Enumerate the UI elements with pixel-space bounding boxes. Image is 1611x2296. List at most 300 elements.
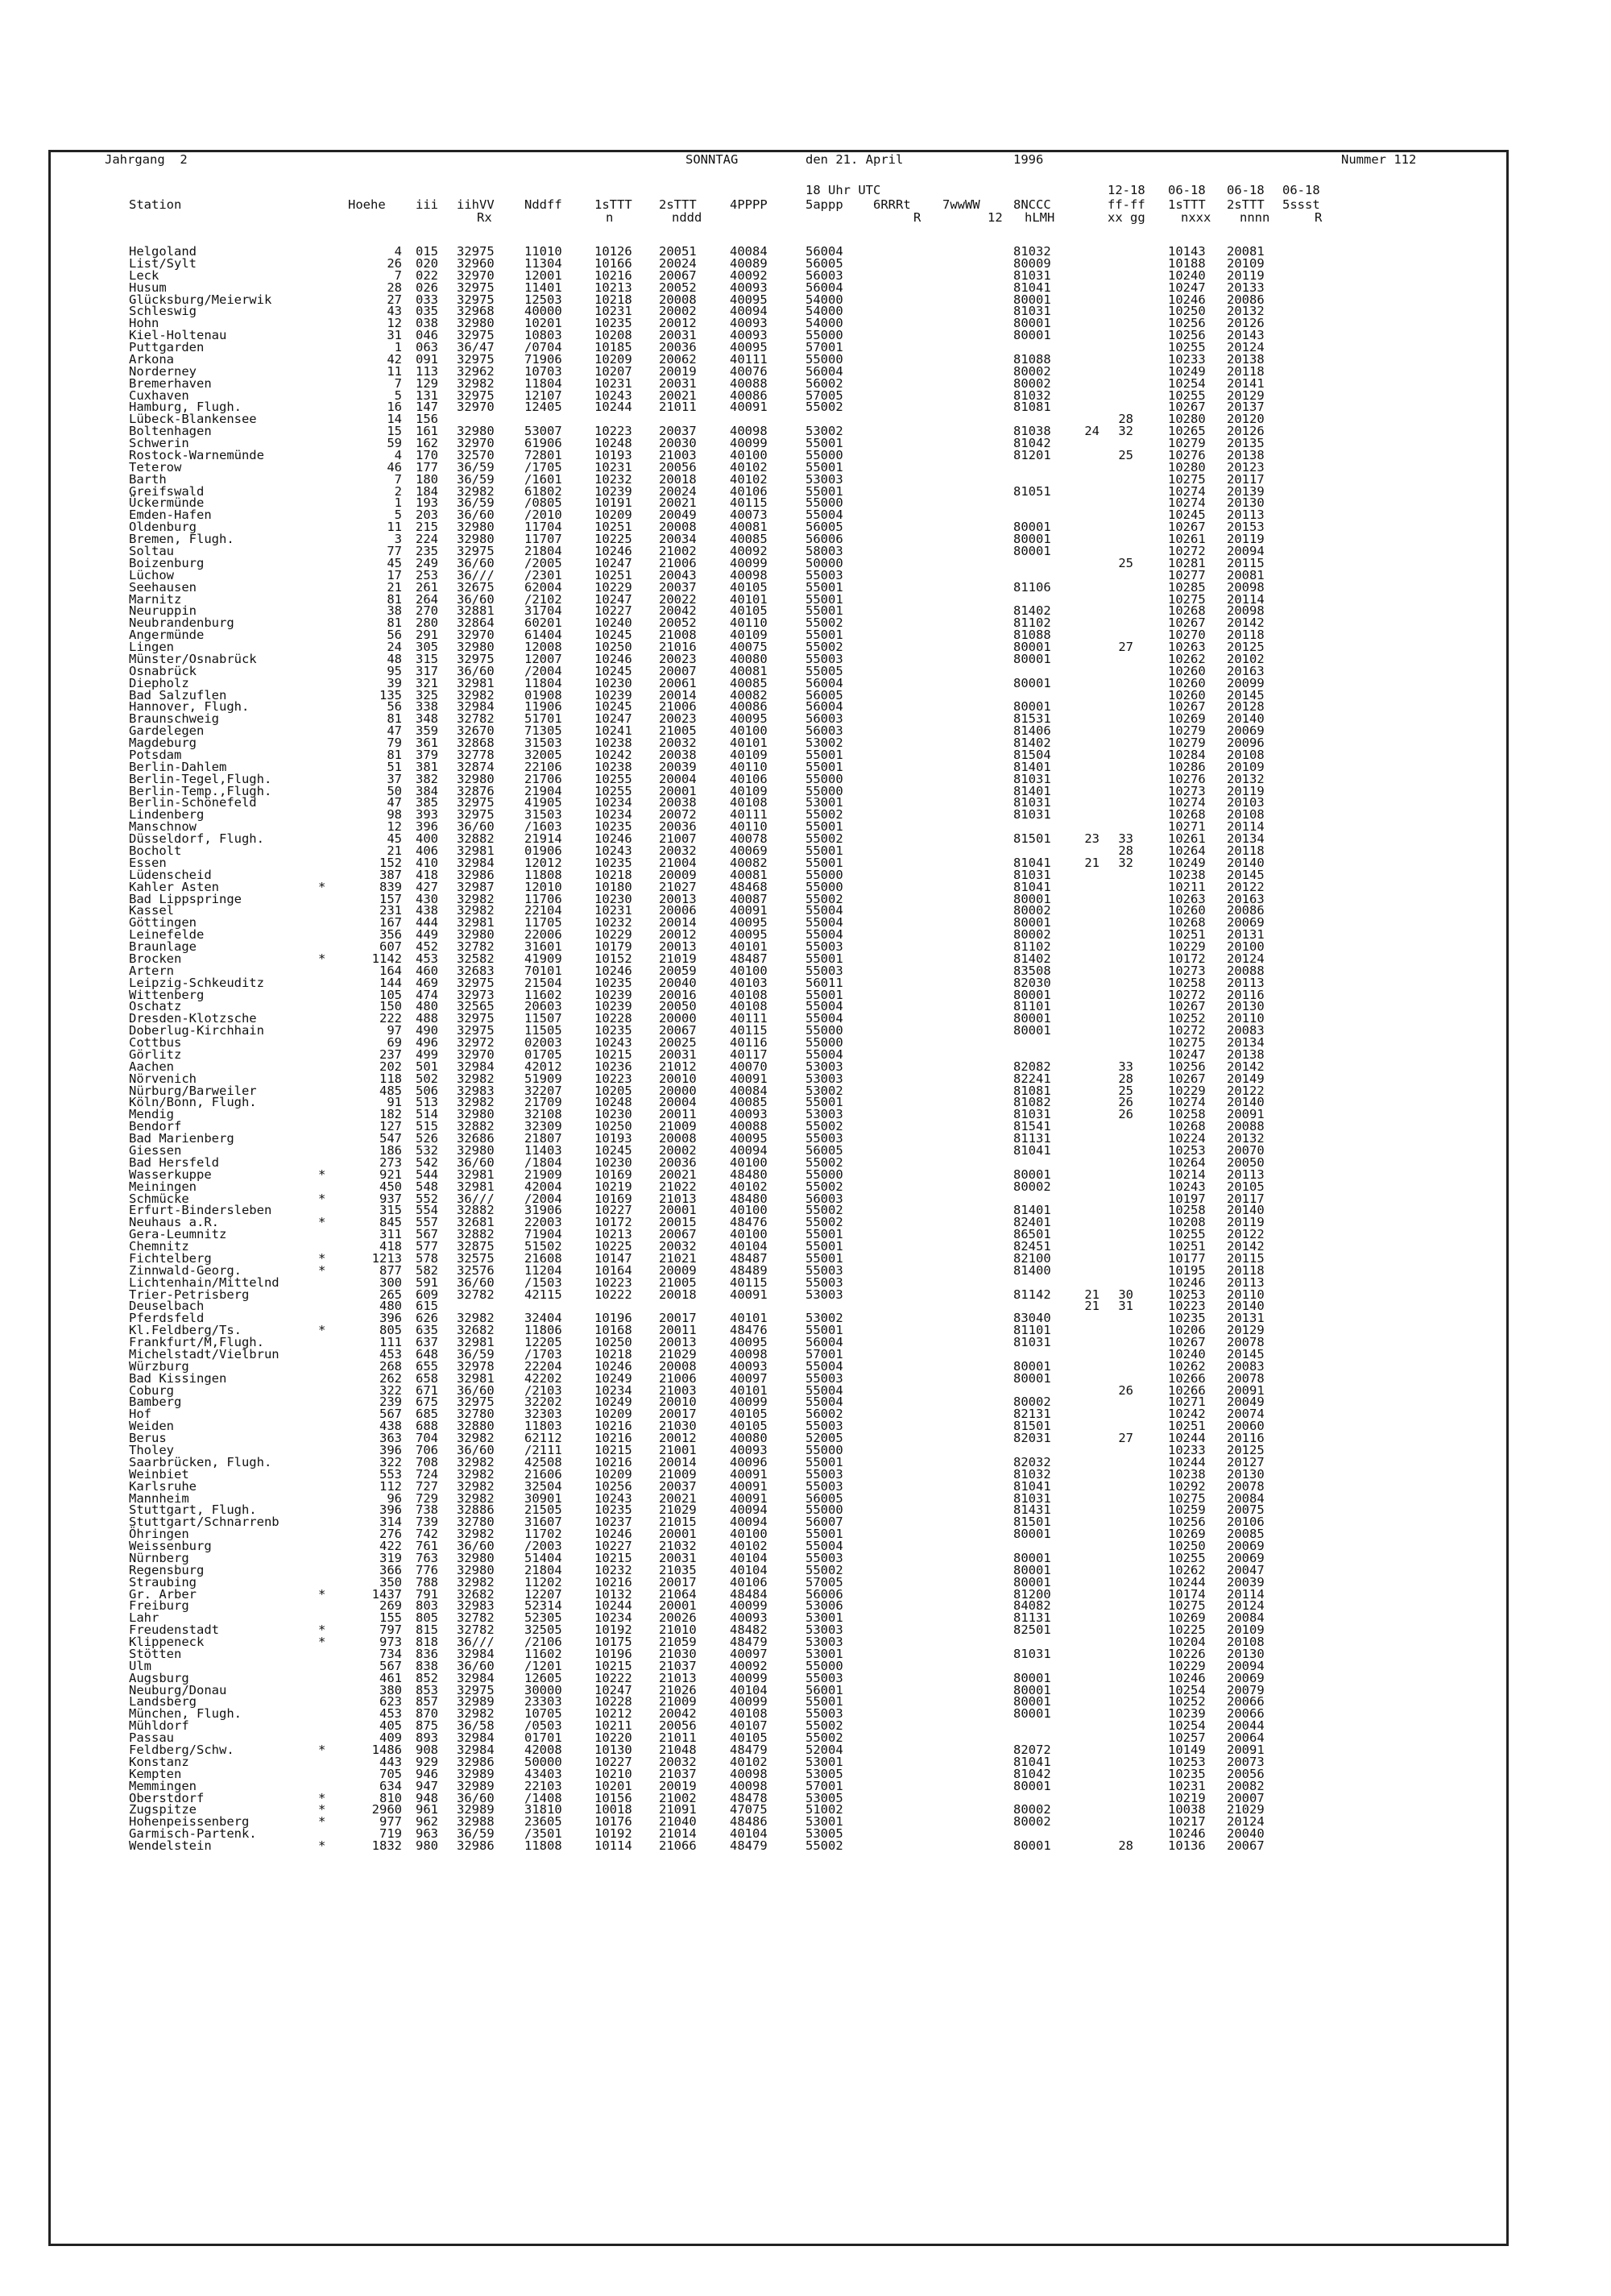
cell-iihvv: 32975 bbox=[457, 807, 495, 823]
cell-elevation: 977 bbox=[379, 1814, 402, 1830]
cell-tmax: 10231 bbox=[1168, 1778, 1206, 1793]
cell-station-id: 763 bbox=[416, 1550, 438, 1565]
cell-nddff: 01906 bbox=[524, 843, 562, 858]
cell-iihvv: 32880 bbox=[457, 1419, 495, 1434]
cell-station-name: Barth bbox=[129, 471, 167, 487]
cell-tmin: 20135 bbox=[1227, 436, 1265, 451]
cell-tmax: 10279 bbox=[1168, 736, 1206, 751]
cell-pressure: 40099 bbox=[730, 555, 768, 570]
cell-station-name: Hohenpeissenberg bbox=[129, 1814, 250, 1830]
cell-temp: 10235 bbox=[594, 316, 632, 331]
table-row bbox=[0, 675, 1611, 690]
cell-dewpoint: 20037 bbox=[659, 579, 697, 595]
cell-station-name: Weissenburg bbox=[129, 1539, 212, 1554]
cell-station-id: 501 bbox=[416, 1059, 438, 1074]
cell-tmin: 20094 bbox=[1227, 1658, 1265, 1673]
cell-temp: 10246 bbox=[594, 1358, 632, 1374]
cell-station-id: 427 bbox=[416, 879, 438, 894]
cell-station-name: Öhringen bbox=[129, 1527, 189, 1542]
cell-iihvv: 36/59 bbox=[457, 1346, 495, 1361]
cell-station-id: 261 bbox=[416, 579, 438, 595]
cell-elevation: 21 bbox=[387, 843, 402, 858]
cell-pressure: 40094 bbox=[730, 1502, 768, 1518]
cell-temp: 10235 bbox=[594, 819, 632, 835]
cell-tmax: 10244 bbox=[1168, 1431, 1206, 1446]
cell-station-name: Würzburg bbox=[129, 1358, 189, 1374]
cell-elevation: 405 bbox=[379, 1718, 402, 1734]
col-tx: 1sTTT bbox=[1168, 197, 1206, 212]
cell-tmin: 20083 bbox=[1227, 1358, 1265, 1374]
cell-pressure: 40101 bbox=[730, 736, 768, 751]
cell-tmin: 20082 bbox=[1227, 1778, 1265, 1793]
cell-ncc: 84082 bbox=[1013, 1598, 1051, 1614]
cell-ncc: 80001 bbox=[1013, 1550, 1051, 1565]
col-t0618b: 06-18 bbox=[1227, 183, 1265, 197]
cell-dewpoint: 21091 bbox=[659, 1802, 697, 1817]
table-row bbox=[0, 1337, 1611, 1348]
cell-tmax: 10266 bbox=[1168, 1382, 1206, 1398]
cell-elevation: 1142 bbox=[371, 951, 402, 966]
cell-appp: 51002 bbox=[806, 1802, 843, 1817]
cell-appp: 55003 bbox=[806, 1274, 843, 1290]
cell-dewpoint: 20062 bbox=[659, 351, 697, 367]
cell-nddff: 52305 bbox=[524, 1610, 562, 1626]
cell-dewpoint: 21021 bbox=[659, 1250, 697, 1266]
cell-tmax: 10217 bbox=[1168, 1814, 1206, 1830]
cell-pressure: 40096 bbox=[730, 1454, 768, 1469]
cell-nddff: 52314 bbox=[524, 1598, 562, 1614]
cell-dewpoint: 20021 bbox=[659, 388, 697, 403]
cell-pressure: 40108 bbox=[730, 987, 768, 1002]
cell-station-id: 961 bbox=[416, 1802, 438, 1817]
cell-appp: 55003 bbox=[806, 1550, 843, 1565]
cell-pressure: 40104 bbox=[730, 1239, 768, 1254]
cell-nddff: 12205 bbox=[524, 1335, 562, 1350]
cell-high-altitude-marker: * bbox=[318, 879, 326, 894]
cell-elevation: 43 bbox=[387, 304, 402, 319]
cell-station-name: Bad Lippspringe bbox=[129, 891, 242, 906]
cell-pressure: 40088 bbox=[730, 375, 768, 391]
cell-high-altitude-marker: * bbox=[318, 1743, 326, 1757]
cell-iihvv: 32882 bbox=[457, 831, 495, 847]
cell-iihvv: 36/47 bbox=[457, 340, 495, 355]
cell-iihvv: 32981 bbox=[457, 915, 495, 930]
cell-nddff: 11808 bbox=[524, 867, 562, 882]
table-row bbox=[0, 1250, 1611, 1266]
cell-nddff: 62004 bbox=[524, 579, 562, 595]
cell-station-name: Tholey bbox=[129, 1443, 174, 1457]
cell-temp: 10239 bbox=[594, 999, 632, 1014]
cell-pressure: 40111 bbox=[730, 351, 768, 367]
cell-pressure: 48482 bbox=[730, 1623, 768, 1638]
cell-ncc: 81081 bbox=[1013, 400, 1051, 415]
cell-elevation: 144 bbox=[379, 975, 402, 990]
cell-elevation: 21 bbox=[387, 579, 402, 595]
cell-ncc: 81401 bbox=[1013, 759, 1051, 774]
cell-temp: 10223 bbox=[594, 1071, 632, 1086]
cell-appp: 55003 bbox=[806, 1706, 843, 1722]
cell-tmin: 20075 bbox=[1227, 1502, 1265, 1518]
cell-tmin: 20105 bbox=[1227, 1179, 1265, 1194]
cell-appp: 56006 bbox=[806, 532, 843, 547]
cell-tmax: 10263 bbox=[1168, 640, 1206, 655]
cell-elevation: 164 bbox=[379, 963, 402, 978]
cell-tmin: 20091 bbox=[1227, 1107, 1265, 1122]
cell-elevation: 7 bbox=[394, 267, 402, 283]
cell-pressure: 40092 bbox=[730, 267, 768, 283]
cell-ncc: 80001 bbox=[1013, 1670, 1051, 1685]
cell-station-id: 582 bbox=[416, 1262, 438, 1278]
cell-station-id: 853 bbox=[416, 1682, 438, 1697]
cell-station-name: Lingen bbox=[129, 640, 174, 655]
col-ff: ff-ff bbox=[1108, 197, 1145, 212]
cell-temp: 10245 bbox=[594, 628, 632, 643]
cell-iihvv: 32982 bbox=[457, 687, 495, 702]
cell-appp: 56004 bbox=[806, 280, 843, 295]
cell-tmax: 10174 bbox=[1168, 1586, 1206, 1602]
cell-temp: 10238 bbox=[594, 759, 632, 774]
cell-station-name: Bendorf bbox=[129, 1119, 182, 1134]
cell-elevation: 322 bbox=[379, 1454, 402, 1469]
cell-tmax: 10246 bbox=[1168, 1670, 1206, 1685]
cell-appp: 53001 bbox=[806, 1814, 843, 1830]
cell-temp: 10191 bbox=[594, 495, 632, 511]
cell-dewpoint: 21009 bbox=[659, 1694, 697, 1710]
cell-iihvv: 32982 bbox=[457, 1527, 495, 1542]
cell-nddff: 10201 bbox=[524, 316, 562, 331]
cell-dewpoint: 21006 bbox=[659, 555, 697, 570]
cell-temp: 10209 bbox=[594, 1407, 632, 1422]
cell-nddff: /2106 bbox=[524, 1635, 562, 1650]
cell-appp: 55001 bbox=[806, 483, 843, 499]
cell-elevation: 1 bbox=[394, 495, 402, 511]
cell-dewpoint: 20008 bbox=[659, 520, 697, 535]
cell-nddff: 22104 bbox=[524, 903, 562, 918]
cell-tmin: 20049 bbox=[1227, 1395, 1265, 1410]
cell-pressure: 40097 bbox=[730, 1646, 768, 1661]
cell-tmax: 10259 bbox=[1168, 1502, 1206, 1518]
table-row bbox=[0, 1515, 1611, 1530]
cell-ncc: 81032 bbox=[1013, 388, 1051, 403]
cell-iihvv: 36/59 bbox=[457, 495, 495, 511]
cell-elevation: 59 bbox=[387, 436, 402, 451]
cell-nddff: 42115 bbox=[524, 1287, 562, 1302]
cell-station-id: 015 bbox=[416, 244, 438, 259]
cell-nddff: 12605 bbox=[524, 1670, 562, 1685]
cell-station-name: Wasserkuppe bbox=[129, 1167, 212, 1182]
cell-temp: 10245 bbox=[594, 663, 632, 678]
cell-pressure: 40105 bbox=[730, 1419, 768, 1434]
cell-ncc: 81088 bbox=[1013, 351, 1051, 367]
table-row bbox=[0, 831, 1611, 847]
cell-tmin: 20138 bbox=[1227, 351, 1265, 367]
cell-nddff: 41909 bbox=[524, 951, 562, 966]
table-row bbox=[0, 282, 1611, 293]
cell-station-name: Erfurt-Bindersleben bbox=[129, 1203, 272, 1218]
cell-station-name: Rostock-Warnemünde bbox=[129, 447, 264, 462]
table-row bbox=[0, 845, 1611, 856]
cell-pressure: 40108 bbox=[730, 1706, 768, 1722]
cell-ncc: 83508 bbox=[1013, 963, 1051, 978]
cell-iihvv: 36/60 bbox=[457, 1154, 495, 1170]
cell-pressure: 40070 bbox=[730, 1059, 768, 1074]
cell-elevation: 453 bbox=[379, 1346, 402, 1361]
cell-appp: 55003 bbox=[806, 1131, 843, 1146]
table-row bbox=[0, 1574, 1611, 1589]
cell-elevation: 5 bbox=[394, 508, 402, 523]
cell-appp: 55003 bbox=[806, 1262, 843, 1278]
cell-ff2: 28 bbox=[1118, 1838, 1133, 1854]
cell-dewpoint: 20021 bbox=[659, 1167, 697, 1182]
cell-tmax: 10272 bbox=[1168, 987, 1206, 1002]
cell-tmin: 20128 bbox=[1227, 699, 1265, 715]
cell-dewpoint: 21007 bbox=[659, 831, 697, 847]
cell-station-name: Boizenburg bbox=[129, 555, 205, 570]
cell-temp: 10166 bbox=[594, 255, 632, 271]
cell-pressure: 40091 bbox=[730, 1466, 768, 1482]
cell-temp: 10235 bbox=[594, 1023, 632, 1038]
cell-nddff: 12001 bbox=[524, 267, 562, 283]
cell-appp: 55003 bbox=[806, 1466, 843, 1482]
cell-nddff: 31601 bbox=[524, 939, 562, 955]
cell-ncc: 82131 bbox=[1013, 1407, 1051, 1422]
cell-appp: 55002 bbox=[806, 1215, 843, 1230]
cell-high-altitude-marker: * bbox=[318, 1623, 326, 1638]
cell-ncc: 82072 bbox=[1013, 1743, 1051, 1757]
cell-nddff: 12107 bbox=[524, 388, 562, 403]
cell-tmin: 20066 bbox=[1227, 1706, 1265, 1722]
cell-ff2: 28 bbox=[1118, 412, 1133, 427]
cell-station-id: 170 bbox=[416, 447, 438, 462]
cell-pressure: 40095 bbox=[730, 711, 768, 727]
cell-ncc: 82100 bbox=[1013, 1250, 1051, 1266]
table-row bbox=[0, 557, 1611, 569]
cell-appp: 57005 bbox=[806, 388, 843, 403]
cell-pressure: 40098 bbox=[730, 1778, 768, 1793]
cell-station-id: 761 bbox=[416, 1539, 438, 1554]
cell-nddff: 12503 bbox=[524, 292, 562, 307]
cell-tmax: 10249 bbox=[1168, 363, 1206, 379]
cell-tmin: 20145 bbox=[1227, 687, 1265, 702]
cell-iihvv: 32978 bbox=[457, 1358, 495, 1374]
year-label: 1996 bbox=[1013, 152, 1044, 167]
cell-ncc: 80001 bbox=[1013, 520, 1051, 535]
cell-tmax: 10255 bbox=[1168, 340, 1206, 355]
cell-ncc: 80001 bbox=[1013, 1023, 1051, 1038]
cell-dewpoint: 21026 bbox=[659, 1682, 697, 1697]
cell-station-id: 430 bbox=[416, 891, 438, 906]
cell-elevation: 937 bbox=[379, 1191, 402, 1206]
cell-elevation: 845 bbox=[379, 1215, 402, 1230]
cell-station-name: Leipzig-Schkeuditz bbox=[129, 975, 264, 990]
col-r2: R bbox=[1315, 210, 1323, 225]
cell-nddff: 11806 bbox=[524, 1323, 562, 1338]
cell-tmin: 20044 bbox=[1227, 1718, 1265, 1734]
cell-tmin: 20120 bbox=[1227, 412, 1265, 427]
col-t0618a: 06-18 bbox=[1168, 183, 1206, 197]
cell-iihvv: 36/60 bbox=[457, 1382, 495, 1398]
cell-dewpoint: 21015 bbox=[659, 1515, 697, 1530]
cell-station-name: Boltenhagen bbox=[129, 424, 212, 439]
cell-station-name: Stötten bbox=[129, 1646, 182, 1661]
cell-appp: 56004 bbox=[806, 699, 843, 715]
cell-nddff: 11505 bbox=[524, 1023, 562, 1038]
cell-temp: 10179 bbox=[594, 939, 632, 955]
cell-station-name: Freiburg bbox=[129, 1598, 189, 1614]
cell-pressure: 40104 bbox=[730, 1826, 768, 1842]
cell-iihvv: 32975 bbox=[457, 280, 495, 295]
cell-dewpoint: 20040 bbox=[659, 975, 697, 990]
cell-dewpoint: 20039 bbox=[659, 759, 697, 774]
table-row bbox=[0, 1586, 1611, 1602]
cell-station-name: Münster/Osnabrück bbox=[129, 651, 257, 666]
cell-temp: 10227 bbox=[594, 1203, 632, 1218]
cell-appp: 55002 bbox=[806, 1154, 843, 1170]
cell-station-name: Deuselbach bbox=[129, 1299, 205, 1314]
cell-station-name: Regensburg bbox=[129, 1562, 205, 1577]
cell-appp: 54000 bbox=[806, 304, 843, 319]
cell-ff2: 26 bbox=[1118, 1382, 1133, 1398]
cell-temp: 10250 bbox=[594, 1119, 632, 1134]
cell-station-id: 838 bbox=[416, 1658, 438, 1673]
cell-elevation: 12 bbox=[387, 819, 402, 835]
cell-elevation: 485 bbox=[379, 1083, 402, 1098]
cell-station-id: 224 bbox=[416, 532, 438, 547]
cell-station-id: 474 bbox=[416, 987, 438, 1002]
cell-tmax: 10211 bbox=[1168, 879, 1206, 894]
col-nxxx: nxxx bbox=[1181, 210, 1211, 225]
cell-iihvv: 32570 bbox=[457, 447, 495, 462]
cell-nddff: 12007 bbox=[524, 651, 562, 666]
cell-iihvv: 32882 bbox=[457, 1119, 495, 1134]
cell-station-name: Hamburg, Flugh. bbox=[129, 400, 242, 415]
cell-station-id: 671 bbox=[416, 1382, 438, 1398]
cell-high-altitude-marker: * bbox=[318, 1586, 326, 1602]
cell-station-name: Lichtenhain/Mittelnd bbox=[129, 1274, 280, 1290]
cell-station-name: München, Flugh. bbox=[129, 1706, 242, 1722]
cell-station-name: Karlsruhe bbox=[129, 1478, 197, 1494]
cell-pressure: 40117 bbox=[730, 1046, 768, 1062]
cell-tmin: 20145 bbox=[1227, 867, 1265, 882]
cell-ncc: 81031 bbox=[1013, 267, 1051, 283]
cell-pressure: 40102 bbox=[730, 1754, 768, 1769]
cell-elevation: 453 bbox=[379, 1706, 402, 1722]
cell-appp: 55001 bbox=[806, 843, 843, 858]
cell-tmin: 20040 bbox=[1227, 1826, 1265, 1842]
cell-station-name: Diepholz bbox=[129, 675, 189, 690]
cell-temp: 10246 bbox=[594, 651, 632, 666]
cell-elevation: 167 bbox=[379, 915, 402, 930]
cell-temp: 10222 bbox=[594, 1287, 632, 1302]
cell-tmin: 20126 bbox=[1227, 424, 1265, 439]
cell-station-id: 706 bbox=[416, 1443, 438, 1457]
cell-tmax: 10206 bbox=[1168, 1323, 1206, 1338]
cell-tmin: 20067 bbox=[1227, 1838, 1265, 1854]
cell-station-name: Brocken bbox=[129, 951, 182, 966]
cell-temp: 10192 bbox=[594, 1623, 632, 1638]
cell-dewpoint: 21048 bbox=[659, 1743, 697, 1757]
cell-temp: 10225 bbox=[594, 1239, 632, 1254]
cell-nddff: 71906 bbox=[524, 351, 562, 367]
table-row bbox=[0, 1623, 1611, 1638]
cell-station-id: 382 bbox=[416, 771, 438, 786]
cell-ncc: 81406 bbox=[1013, 723, 1051, 739]
cell-appp: 55003 bbox=[806, 1370, 843, 1386]
table-row bbox=[0, 1744, 1611, 1755]
cell-appp: 56003 bbox=[806, 723, 843, 739]
cell-station-name: Leinefelde bbox=[129, 927, 205, 943]
cell-elevation: 152 bbox=[379, 855, 402, 870]
cell-nddff: 12010 bbox=[524, 879, 562, 894]
cell-ncc: 81041 bbox=[1013, 855, 1051, 870]
cell-station-id: 235 bbox=[416, 544, 438, 558]
cell-station-name: Lahr bbox=[129, 1610, 159, 1626]
cell-elevation: 265 bbox=[379, 1287, 402, 1302]
cell-station-name: Nürburg/Barweiler bbox=[129, 1083, 257, 1098]
cell-temp: 10130 bbox=[594, 1743, 632, 1757]
cell-elevation: 396 bbox=[379, 1443, 402, 1457]
cell-tmax: 10292 bbox=[1168, 1478, 1206, 1494]
cell-pressure: 40100 bbox=[730, 1203, 768, 1218]
col-hlmh: hLMH bbox=[1025, 210, 1055, 225]
cell-nddff: 53007 bbox=[524, 424, 562, 439]
cell-iihvv: 32980 bbox=[457, 424, 495, 439]
cell-station-id: 893 bbox=[416, 1730, 438, 1746]
cell-ncc: 81501 bbox=[1013, 1419, 1051, 1434]
cell-station-name: Potsdam bbox=[129, 747, 182, 762]
cell-station-name: Bamberg bbox=[129, 1395, 182, 1410]
cell-pressure: 40102 bbox=[730, 1179, 768, 1194]
cell-pressure: 40106 bbox=[730, 771, 768, 786]
table-row bbox=[0, 1262, 1611, 1278]
cell-pressure: 40082 bbox=[730, 687, 768, 702]
cell-tmin: 20116 bbox=[1227, 987, 1265, 1002]
cell-nddff: 41905 bbox=[524, 795, 562, 810]
cell-ncc: 81101 bbox=[1013, 1323, 1051, 1338]
cell-station-name: Ückermünde bbox=[129, 495, 205, 511]
cell-pressure: 40091 bbox=[730, 1287, 768, 1302]
cell-elevation: 38 bbox=[387, 603, 402, 619]
cell-tmin: 20118 bbox=[1227, 628, 1265, 643]
cell-iihvv: 32782 bbox=[457, 1610, 495, 1626]
cell-station-id: 685 bbox=[416, 1407, 438, 1422]
cell-appp: 55005 bbox=[806, 663, 843, 678]
cell-tmax: 10275 bbox=[1168, 1490, 1206, 1506]
cell-iihvv: 32975 bbox=[457, 1011, 495, 1026]
cell-ncc: 81041 bbox=[1013, 1754, 1051, 1769]
cell-iihvv: 32962 bbox=[457, 363, 495, 379]
cell-elevation: 150 bbox=[379, 999, 402, 1014]
cell-tmax: 10235 bbox=[1168, 1311, 1206, 1326]
cell-ncc: 81200 bbox=[1013, 1586, 1051, 1602]
cell-nddff: 11602 bbox=[524, 1646, 562, 1661]
cell-tmin: 20083 bbox=[1227, 1023, 1265, 1038]
cell-tmax: 10260 bbox=[1168, 687, 1206, 702]
cell-iihvv: 32968 bbox=[457, 304, 495, 319]
cell-nddff: 71904 bbox=[524, 1227, 562, 1242]
cell-temp: 10246 bbox=[594, 544, 632, 558]
cell-tmax: 10249 bbox=[1168, 855, 1206, 870]
cell-temp: 10247 bbox=[594, 711, 632, 727]
cell-appp: 53005 bbox=[806, 1766, 843, 1781]
cell-elevation: 69 bbox=[387, 1035, 402, 1051]
cell-tmax: 10275 bbox=[1168, 1598, 1206, 1614]
cell-nddff: 40000 bbox=[524, 304, 562, 319]
cell-tmin: 20078 bbox=[1227, 1478, 1265, 1494]
cell-elevation: 319 bbox=[379, 1550, 402, 1565]
cell-dewpoint: 20012 bbox=[659, 927, 697, 943]
cell-dewpoint: 20043 bbox=[659, 567, 697, 582]
